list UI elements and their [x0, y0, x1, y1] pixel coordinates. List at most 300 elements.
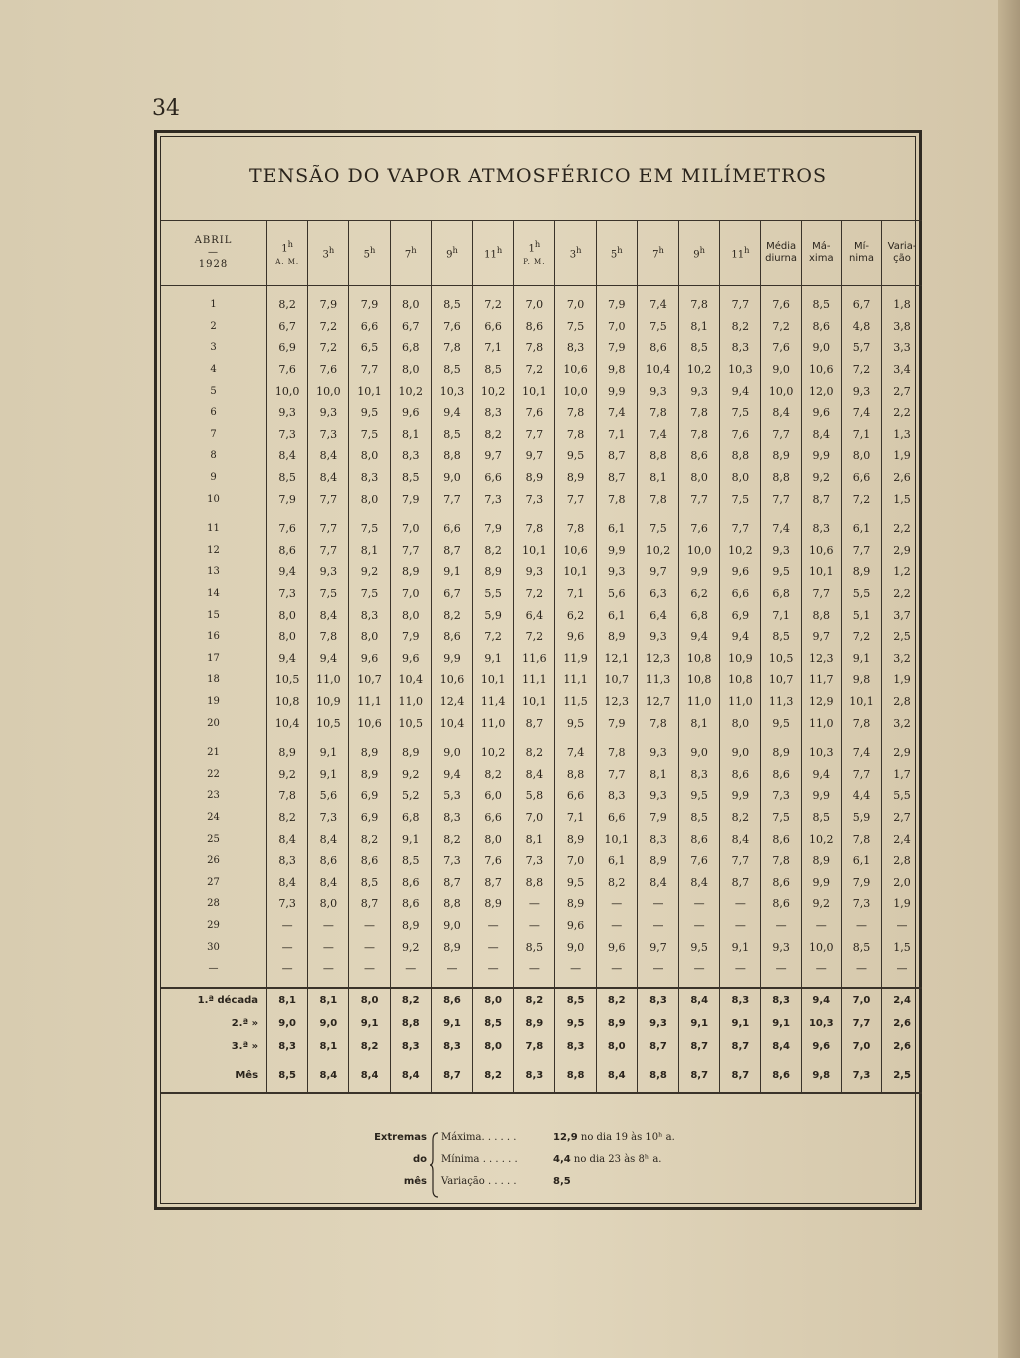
value-cell: 8,8 — [761, 467, 801, 489]
hour-suffix: h — [496, 245, 503, 256]
value-cell: 10,0 — [308, 380, 349, 402]
value-cell: 6,7 — [390, 316, 431, 338]
value-cell: 8,4 — [267, 828, 308, 850]
day-cell: 26 — [207, 855, 220, 867]
value-cell: 7,2 — [761, 316, 801, 338]
value-cell: 2,2 — [882, 583, 922, 605]
summary-value: 2,5 — [882, 1058, 922, 1093]
spacer-cell — [841, 510, 881, 518]
value-cell: 7,8 — [596, 742, 637, 764]
value-cell: 9,2 — [349, 561, 390, 583]
day-cell: 6 — [210, 407, 217, 419]
hour-suffix: h — [287, 239, 294, 250]
hour-label: 11 — [484, 249, 497, 261]
hour-label: 3 — [569, 249, 577, 261]
value-cell: 6,6 — [473, 467, 514, 489]
hour-header — [596, 221, 637, 286]
value-cell: 5,2 — [390, 785, 431, 807]
value-cell: 7,8 — [679, 402, 720, 424]
page-number: 34 — [152, 96, 180, 121]
value-cell: 9,3 — [267, 402, 308, 424]
value-cell: 8,0 — [841, 445, 881, 467]
day-cell: 2 — [210, 320, 217, 332]
page-title: TENSÃO DO VAPOR ATMOSFÉRICO EM MILÍMETROS — [249, 165, 827, 187]
value-cell: 7,8 — [679, 424, 720, 446]
value-cell: 11,0 — [679, 691, 720, 713]
table-row — [161, 337, 922, 359]
value-cell: 9,2 — [801, 467, 841, 489]
value-cell: 9,6 — [596, 936, 637, 958]
value-cell: 8,2 — [720, 807, 761, 829]
summary-value: 8,9 — [596, 1012, 637, 1035]
spacer-cell — [720, 979, 761, 988]
summary-value: 8,7 — [720, 1035, 761, 1058]
value-cell: 9,3 — [679, 380, 720, 402]
spacer-cell — [308, 510, 349, 518]
value-cell: 8,6 — [679, 828, 720, 850]
summary-value: 8,3 — [761, 988, 801, 1012]
value-cell: 2,9 — [882, 540, 922, 562]
value-cell: 8,9 — [596, 626, 637, 648]
value-cell: 9,9 — [801, 871, 841, 893]
value-cell: 8,0 — [349, 445, 390, 467]
value-cell: 7,3 — [308, 807, 349, 829]
summary-value: 8,2 — [596, 988, 637, 1012]
hour-label: 9 — [446, 249, 453, 261]
spacer-cell — [161, 510, 267, 518]
value-cell: 3,3 — [882, 337, 922, 359]
summary-rows — [161, 988, 922, 1093]
value-cell: 12,3 — [596, 691, 637, 713]
hour-suffix: h — [699, 245, 706, 256]
value-cell: 12,4 — [431, 691, 472, 713]
value-cell: 1,9 — [882, 893, 922, 915]
value-cell: 9,3 — [637, 380, 678, 402]
value-cell: 8,9 — [267, 742, 308, 764]
value-cell: 9,0 — [679, 742, 720, 764]
day-cell: 19 — [207, 695, 220, 707]
day-cell: 7 — [210, 428, 217, 440]
value-cell: 10,4 — [637, 359, 678, 381]
summary-value: 8,0 — [596, 1035, 637, 1058]
value-cell: 8,4 — [267, 871, 308, 893]
value-cell: 7,2 — [841, 488, 881, 510]
hour-suffix: h — [658, 245, 664, 256]
table-row — [161, 807, 922, 829]
value-cell: 9,0 — [555, 936, 596, 958]
summary-value: 8,1 — [308, 1035, 349, 1058]
summary-value: 7,3 — [841, 1058, 881, 1093]
value-cell: 3,4 — [882, 359, 922, 381]
value-cell: 8,5 — [841, 936, 881, 958]
value-cell: 10,5 — [390, 712, 431, 734]
value-cell: 10,3 — [720, 359, 761, 381]
value-cell: 7,1 — [473, 337, 514, 359]
value-cell: 7,8 — [596, 488, 637, 510]
value-cell: 8,3 — [390, 445, 431, 467]
summary-value: 9,5 — [555, 1012, 596, 1035]
value-cell: 9,9 — [720, 785, 761, 807]
value-cell: 2,2 — [882, 402, 922, 424]
value-cell: 8,1 — [637, 467, 678, 489]
value-cell: 7,8 — [431, 337, 472, 359]
value-cell: 8,4 — [720, 828, 761, 850]
value-cell: 7,4 — [555, 742, 596, 764]
value-cell: 6,3 — [637, 583, 678, 605]
value-cell: 8,8 — [431, 893, 472, 915]
value-cell: 10,1 — [841, 691, 881, 713]
spacer-cell — [555, 510, 596, 518]
value-cell: 8,0 — [267, 626, 308, 648]
extremes-label-1: Extremas — [374, 1132, 427, 1143]
summary-value: 9,1 — [720, 1012, 761, 1035]
value-cell: 9,6 — [720, 561, 761, 583]
value-cell: 6,6 — [473, 807, 514, 829]
spacer-cell — [882, 979, 922, 988]
value-cell: 8,8 — [431, 445, 472, 467]
value-cell: 6,6 — [841, 467, 881, 489]
value-cell: — — [596, 958, 637, 980]
value-cell: 11,4 — [473, 691, 514, 713]
value-cell: 8,2 — [514, 742, 555, 764]
value-cell: 9,8 — [596, 359, 637, 381]
value-cell: 6,9 — [267, 337, 308, 359]
value-cell: 1,3 — [882, 424, 922, 446]
value-cell: 7,7 — [555, 488, 596, 510]
summary-value: 9,6 — [801, 1035, 841, 1058]
spacer-cell — [473, 979, 514, 988]
value-cell: 7,8 — [555, 424, 596, 446]
value-cell: 8,5 — [431, 294, 472, 316]
hour-label: 3 — [322, 249, 329, 261]
value-cell: 9,0 — [761, 359, 801, 381]
value-cell: 10,6 — [431, 669, 472, 691]
value-cell: 7,6 — [431, 316, 472, 338]
value-cell: 7,6 — [267, 359, 308, 381]
table-row — [161, 359, 922, 381]
meridiem-label: P. M. — [523, 257, 546, 266]
spacer-cell — [555, 734, 596, 742]
day-cell: 13 — [207, 566, 220, 578]
value-cell: — — [637, 958, 678, 980]
value-cell: 12,7 — [637, 691, 678, 713]
value-cell: 10,4 — [390, 669, 431, 691]
value-cell: 9,0 — [431, 915, 472, 937]
value-cell: 9,1 — [473, 648, 514, 670]
value-cell: 8,3 — [801, 518, 841, 540]
summary-value: 8,8 — [555, 1058, 596, 1093]
value-cell: 6,1 — [841, 850, 881, 872]
value-cell: 8,4 — [308, 828, 349, 850]
summary-value: 8,5 — [555, 988, 596, 1012]
spacer-cell — [596, 734, 637, 742]
spacer-cell — [637, 979, 678, 988]
table-row — [161, 518, 922, 540]
value-cell: 9,2 — [801, 893, 841, 915]
summary-value: 9,0 — [267, 1012, 308, 1035]
spacer-cell — [679, 510, 720, 518]
value-cell: 8,2 — [349, 828, 390, 850]
value-cell: 7,6 — [679, 850, 720, 872]
spacer-cell — [349, 286, 390, 295]
value-cell: — — [679, 915, 720, 937]
value-cell: — — [473, 958, 514, 980]
value-cell: 8,5 — [679, 337, 720, 359]
value-cell: 7,1 — [596, 424, 637, 446]
value-cell: 7,7 — [841, 763, 881, 785]
hour-header — [679, 221, 720, 286]
spacer-cell — [882, 510, 922, 518]
value-cell: — — [761, 915, 801, 937]
spacer-cell — [161, 734, 267, 742]
value-cell: 10,1 — [514, 380, 555, 402]
table-row — [161, 915, 922, 937]
value-cell: 6,8 — [679, 604, 720, 626]
value-cell: — — [637, 915, 678, 937]
value-cell: 8,9 — [761, 445, 801, 467]
extremes-var-label: Variação . . . . . — [441, 1176, 517, 1187]
spacer-cell — [267, 510, 308, 518]
value-cell: 8,0 — [349, 488, 390, 510]
value-cell: 8,3 — [555, 337, 596, 359]
value-cell: 9,6 — [349, 648, 390, 670]
value-cell: 9,3 — [308, 561, 349, 583]
day-cell: 5 — [210, 385, 217, 397]
spacer-cell — [308, 734, 349, 742]
spacer-cell — [431, 510, 472, 518]
value-cell: 2,4 — [882, 828, 922, 850]
value-cell: — — [596, 915, 637, 937]
summary-value: 8,3 — [637, 988, 678, 1012]
value-cell: 8,0 — [473, 828, 514, 850]
value-cell: 7,9 — [637, 807, 678, 829]
value-cell: 9,9 — [596, 380, 637, 402]
value-cell: 6,6 — [473, 316, 514, 338]
value-cell: 9,7 — [801, 626, 841, 648]
value-cell: 8,1 — [514, 828, 555, 850]
day-cell: 12 — [207, 544, 220, 556]
value-cell: 8,2 — [267, 294, 308, 316]
summary-value: 2,6 — [882, 1012, 922, 1035]
value-cell: 7,8 — [637, 402, 678, 424]
spacer-cell — [473, 286, 514, 295]
value-cell: 7,4 — [841, 742, 881, 764]
value-cell: 9,4 — [267, 561, 308, 583]
value-cell: 8,0 — [679, 467, 720, 489]
value-cell: 8,7 — [720, 871, 761, 893]
day-cell: 11 — [207, 523, 220, 535]
table-frame — [154, 130, 922, 1210]
spacer-cell — [431, 979, 472, 988]
value-cell: — — [761, 958, 801, 980]
value-cell: 10,0 — [801, 936, 841, 958]
value-cell: 7,4 — [596, 402, 637, 424]
value-cell: 8,3 — [473, 402, 514, 424]
spacer-cell — [267, 286, 308, 295]
value-cell: — — [679, 958, 720, 980]
value-cell: 8,5 — [390, 850, 431, 872]
value-cell: 7,1 — [841, 424, 881, 446]
value-cell: 10,4 — [431, 712, 472, 734]
value-cell: 10,2 — [679, 359, 720, 381]
value-cell: 2,7 — [882, 380, 922, 402]
value-cell: 1,2 — [882, 561, 922, 583]
value-cell: 6,7 — [431, 583, 472, 605]
value-cell: 7,2 — [841, 359, 881, 381]
spacer-cell — [801, 286, 841, 295]
value-cell: 8,9 — [390, 561, 431, 583]
value-cell: 7,2 — [514, 359, 555, 381]
extremes-label-3: mês — [403, 1176, 427, 1187]
stat-header-line: Má- — [812, 241, 831, 252]
table-header — [161, 221, 922, 286]
value-cell: 8,7 — [514, 712, 555, 734]
value-cell: 9,5 — [761, 561, 801, 583]
value-cell: 8,4 — [637, 871, 678, 893]
value-cell: 9,5 — [349, 402, 390, 424]
value-cell: 8,5 — [431, 424, 472, 446]
value-cell: 10,1 — [514, 691, 555, 713]
summary-value: 8,0 — [473, 1035, 514, 1058]
value-cell: 8,9 — [555, 467, 596, 489]
value-cell: 8,4 — [514, 763, 555, 785]
value-cell: 8,0 — [349, 626, 390, 648]
value-cell: 7,9 — [596, 294, 637, 316]
month-header — [161, 221, 267, 286]
value-cell: 9,1 — [308, 742, 349, 764]
value-cell: 8,7 — [596, 467, 637, 489]
value-cell: 8,5 — [761, 626, 801, 648]
value-cell: 11,3 — [761, 691, 801, 713]
day-cell: 25 — [207, 833, 220, 845]
meridiem-label: A. M. — [275, 257, 300, 266]
table-row — [161, 712, 922, 734]
value-cell: 9,1 — [431, 561, 472, 583]
hour-suffix: h — [744, 245, 750, 256]
value-cell: 7,8 — [761, 850, 801, 872]
spacer-row — [161, 510, 922, 518]
spacer-cell — [431, 734, 472, 742]
value-cell: 8,8 — [555, 763, 596, 785]
value-cell: 8,1 — [679, 316, 720, 338]
summary-value: 8,5 — [473, 1012, 514, 1035]
summary-value: 9,1 — [761, 1012, 801, 1035]
value-cell: 7,0 — [555, 850, 596, 872]
value-cell: 1,5 — [882, 488, 922, 510]
table-frame-inner — [160, 136, 916, 1204]
value-cell: 7,7 — [596, 763, 637, 785]
value-cell: 9,4 — [679, 626, 720, 648]
value-cell: 7,7 — [431, 488, 472, 510]
value-cell: 6,8 — [390, 807, 431, 829]
value-cell: 11,1 — [514, 669, 555, 691]
value-cell: 10,1 — [596, 828, 637, 850]
value-cell: 8,6 — [390, 871, 431, 893]
summary-value: 8,3 — [555, 1035, 596, 1058]
hour-header — [308, 221, 349, 286]
value-cell: 7,3 — [267, 424, 308, 446]
value-cell: 9,7 — [637, 936, 678, 958]
value-cell: 9,5 — [555, 712, 596, 734]
summary-value: 9,0 — [308, 1012, 349, 1035]
value-cell: 7,0 — [390, 518, 431, 540]
year-label: 1928 — [198, 259, 229, 270]
table-row — [161, 402, 922, 424]
summary-value: 8,4 — [390, 1058, 431, 1093]
summary-row — [161, 1035, 922, 1058]
value-cell: — — [637, 893, 678, 915]
value-cell: 7,9 — [390, 488, 431, 510]
summary-value: 8,3 — [390, 1035, 431, 1058]
value-cell: 10,2 — [390, 380, 431, 402]
value-cell: 8,3 — [349, 604, 390, 626]
summary-row — [161, 1012, 922, 1035]
value-cell: 8,5 — [431, 359, 472, 381]
value-cell: 7,4 — [637, 424, 678, 446]
value-cell: 10,7 — [761, 669, 801, 691]
day-cell: 4 — [210, 364, 217, 376]
summary-value: 9,1 — [349, 1012, 390, 1035]
spacer-row — [161, 734, 922, 742]
day-cell: 24 — [207, 811, 220, 823]
value-cell: 7,3 — [308, 424, 349, 446]
value-cell: 10,0 — [761, 380, 801, 402]
value-cell: 8,9 — [514, 467, 555, 489]
table-row — [161, 785, 922, 807]
value-cell: 8,4 — [308, 604, 349, 626]
value-cell: 7,0 — [514, 807, 555, 829]
spacer-cell — [801, 979, 841, 988]
value-cell: 9,3 — [514, 561, 555, 583]
spacer-cell — [720, 286, 761, 295]
value-cell: 8,9 — [390, 915, 431, 937]
value-cell: 10,2 — [801, 828, 841, 850]
value-cell: 8,6 — [637, 337, 678, 359]
value-cell: 12,1 — [596, 648, 637, 670]
value-cell: 10,6 — [555, 359, 596, 381]
spacer-row — [161, 286, 922, 295]
value-cell: — — [720, 915, 761, 937]
value-cell: 8,0 — [720, 712, 761, 734]
value-cell: 7,2 — [514, 583, 555, 605]
value-cell: 10,7 — [349, 669, 390, 691]
value-cell: 9,0 — [431, 467, 472, 489]
summary-value: 8,7 — [431, 1058, 472, 1093]
value-cell: 9,6 — [555, 626, 596, 648]
value-cell: 3,2 — [882, 712, 922, 734]
value-cell: 7,8 — [679, 294, 720, 316]
spacer-cell — [679, 734, 720, 742]
value-cell: 11,5 — [555, 691, 596, 713]
value-cell: 7,4 — [841, 402, 881, 424]
value-cell: 9,6 — [390, 648, 431, 670]
table-row — [161, 294, 922, 316]
table-row — [161, 828, 922, 850]
day-cell: 15 — [207, 609, 220, 621]
hour-label: 1 — [281, 243, 288, 255]
spacer-cell — [720, 510, 761, 518]
value-cell: 7,3 — [514, 488, 555, 510]
value-cell: — — [349, 958, 390, 980]
value-cell: — — [431, 958, 472, 980]
value-cell: 9,0 — [801, 337, 841, 359]
extremes-label-2: do — [412, 1154, 427, 1165]
value-cell: 8,9 — [473, 561, 514, 583]
stat-header-line: xima — [809, 253, 834, 264]
value-cell: 8,7 — [431, 871, 472, 893]
hour-header — [720, 221, 761, 286]
value-cell: 5,9 — [473, 604, 514, 626]
